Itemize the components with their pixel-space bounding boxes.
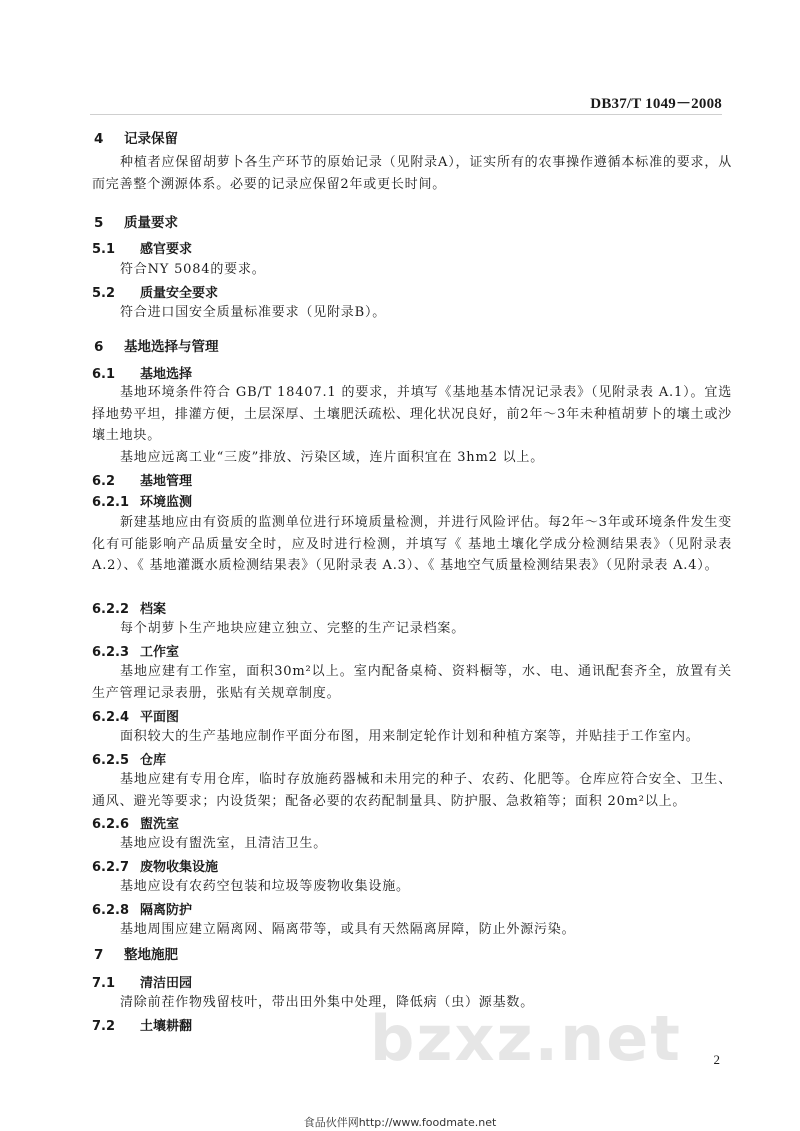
section-7-2-heading bbox=[92, 1015, 192, 1034]
section-number: 6.2.6 bbox=[92, 817, 130, 832]
section-title: 废物收集设施 bbox=[140, 860, 219, 875]
section-title: 隔离防护 bbox=[140, 903, 193, 918]
section-6-2-7-heading bbox=[92, 856, 218, 875]
section-number: 5 bbox=[94, 215, 104, 231]
section-title: 工作室 bbox=[140, 645, 180, 660]
section-6-2-8-text: 基地周围应建立隔离网、隔离带等，或具有天然隔离屏障，防止外源污染。 bbox=[120, 922, 576, 937]
section-6-1-heading bbox=[92, 363, 192, 382]
section-6-2-3-heading bbox=[92, 641, 179, 660]
section-title: 记录保留 bbox=[124, 131, 178, 147]
section-title: 质量安全要求 bbox=[140, 286, 219, 301]
section-number: 6.2.1 bbox=[92, 495, 130, 510]
section-5-2-text: 符合进口国安全质量标准要求（见附录B）。 bbox=[120, 305, 387, 320]
section-number: 4 bbox=[94, 131, 104, 147]
section-number: 7 bbox=[94, 947, 104, 963]
section-4-paragraph: 种植者应保留胡萝卜各生产环节的原始记录（见附录A），证实所有的农事操作遵循本标准的要求，从而完善整个溯源体系。必要的记录应保留2年或更长时间。 bbox=[92, 155, 732, 192]
section-number: 6.2.5 bbox=[92, 753, 130, 768]
section-6-2-6-text: 基地应设有盥洗室，且清洁卫生。 bbox=[120, 836, 328, 851]
section-6-heading bbox=[94, 335, 219, 355]
section-6-2-8-heading bbox=[92, 899, 192, 918]
section-6-2-7-text: 基地应设有农药空包装和垃圾等废物收集设施。 bbox=[120, 879, 410, 894]
section-number: 6.2 bbox=[92, 474, 116, 489]
section-6-2-5-text: 基地应建有专用仓库，临时存放施药器械和未用完的种子、农药、化肥等。仓库应符合安全、卫生、通风、避光等要求；内设货架；配备必要的农药配制量具、防护服、急救箱等；面积 20m²以上。 bbox=[92, 772, 732, 809]
section-number: 7.1 bbox=[92, 976, 116, 991]
section-6-2-2-heading bbox=[92, 598, 166, 617]
section-title: 整地施肥 bbox=[124, 947, 178, 963]
section-number: 5.2 bbox=[92, 286, 116, 301]
section-6-1-paragraph-1: 基地环境条件符合 GB/T 18407.1 的要求，并填写《基地基本情况记录表》（见附录表 A.1）。宜选择地势平坦，排灌方便，土层深厚、土壤肥沃疏松、理化状况良好，前2年～3年未种植胡萝卜的壤土或沙壤土地块。 bbox=[92, 385, 732, 443]
section-title: 仓库 bbox=[140, 753, 167, 768]
section-6-2-5-heading bbox=[92, 749, 166, 768]
section-number: 6.2.3 bbox=[92, 645, 130, 660]
section-title: 感官要求 bbox=[140, 242, 193, 257]
section-number: 6.2.2 bbox=[92, 602, 130, 617]
section-6-2-heading bbox=[92, 470, 192, 489]
section-7-1-heading bbox=[92, 972, 192, 991]
section-7-heading bbox=[94, 943, 178, 963]
section-6-2-1-heading bbox=[92, 491, 192, 510]
section-6-2-3-text: 基地应建有工作室，面积30m²以上。室内配备桌椅、资料橱等，水、电、通讯配套齐全，放置有关生产管理记录表册，张贴有关规章制度。 bbox=[92, 664, 732, 701]
section-number: 6 bbox=[94, 339, 104, 355]
section-title: 基地选择 bbox=[140, 367, 193, 382]
standard-code: DB37/T 1049－2008 bbox=[590, 96, 722, 112]
section-title: 盥洗室 bbox=[140, 817, 180, 832]
section-number: 5.1 bbox=[92, 242, 116, 257]
section-7-1-text: 清除前茬作物残留枝叶，带出田外集中处理，降低病（虫）源基数。 bbox=[120, 995, 535, 1010]
section-6-2-4-text: 面积较大的生产基地应制作平面分布图，用来制定轮作计划和种植方案等，并贴挂于工作室内。 bbox=[120, 729, 700, 744]
page-number: 2 bbox=[713, 1052, 720, 1067]
section-title: 基地管理 bbox=[140, 474, 193, 489]
section-6-2-4-heading bbox=[92, 706, 179, 725]
section-6-2-2-text: 每个胡萝卜生产地块应建立独立、完整的生产记录档案。 bbox=[120, 621, 466, 636]
section-number: 6.1 bbox=[92, 367, 116, 382]
section-title: 质量要求 bbox=[124, 215, 178, 231]
section-title: 环境监测 bbox=[140, 495, 193, 510]
watermark: bzxz.net bbox=[370, 1002, 682, 1075]
section-title: 清洁田园 bbox=[140, 976, 193, 991]
section-5-2-heading bbox=[92, 282, 218, 301]
section-6-2-1-text: 新建基地应由有资质的监测单位进行环境质量检测，并进行风险评估。每2年～3年或环境条件发生变化有可能影响产品质量安全时，应及时进行检测，并填写《 基地土壤化学成分检测结果表》（见附录表 A.2）、《 基地灌溉水质检测结果表》（见附录表 A.3）、《 基地空气质量检测结果表》（见附录表 A.4）。 bbox=[92, 515, 732, 573]
section-5-heading bbox=[94, 211, 178, 231]
section-6-1-paragraph-2: 基地应远离工业“三废”排放、污染区域，连片面积宜在 3hm2 以上。 bbox=[120, 450, 544, 465]
section-number: 6.2.7 bbox=[92, 860, 130, 875]
section-number: 6.2.4 bbox=[92, 710, 130, 725]
section-number: 7.2 bbox=[92, 1019, 116, 1034]
section-title: 档案 bbox=[140, 602, 167, 617]
section-5-1-text: 符合NY 5084的要求。 bbox=[120, 262, 266, 277]
section-4-heading bbox=[94, 127, 178, 147]
header-rule bbox=[90, 114, 722, 115]
footer-source: 食品伙伴网http://www.foodmate.net bbox=[303, 1116, 497, 1129]
section-number: 6.2.8 bbox=[92, 903, 130, 918]
section-6-2-6-heading bbox=[92, 813, 179, 832]
section-title: 土壤耕翻 bbox=[140, 1019, 193, 1034]
section-title: 平面图 bbox=[140, 710, 180, 725]
section-5-1-heading bbox=[92, 238, 192, 257]
section-title: 基地选择与管理 bbox=[124, 339, 219, 355]
